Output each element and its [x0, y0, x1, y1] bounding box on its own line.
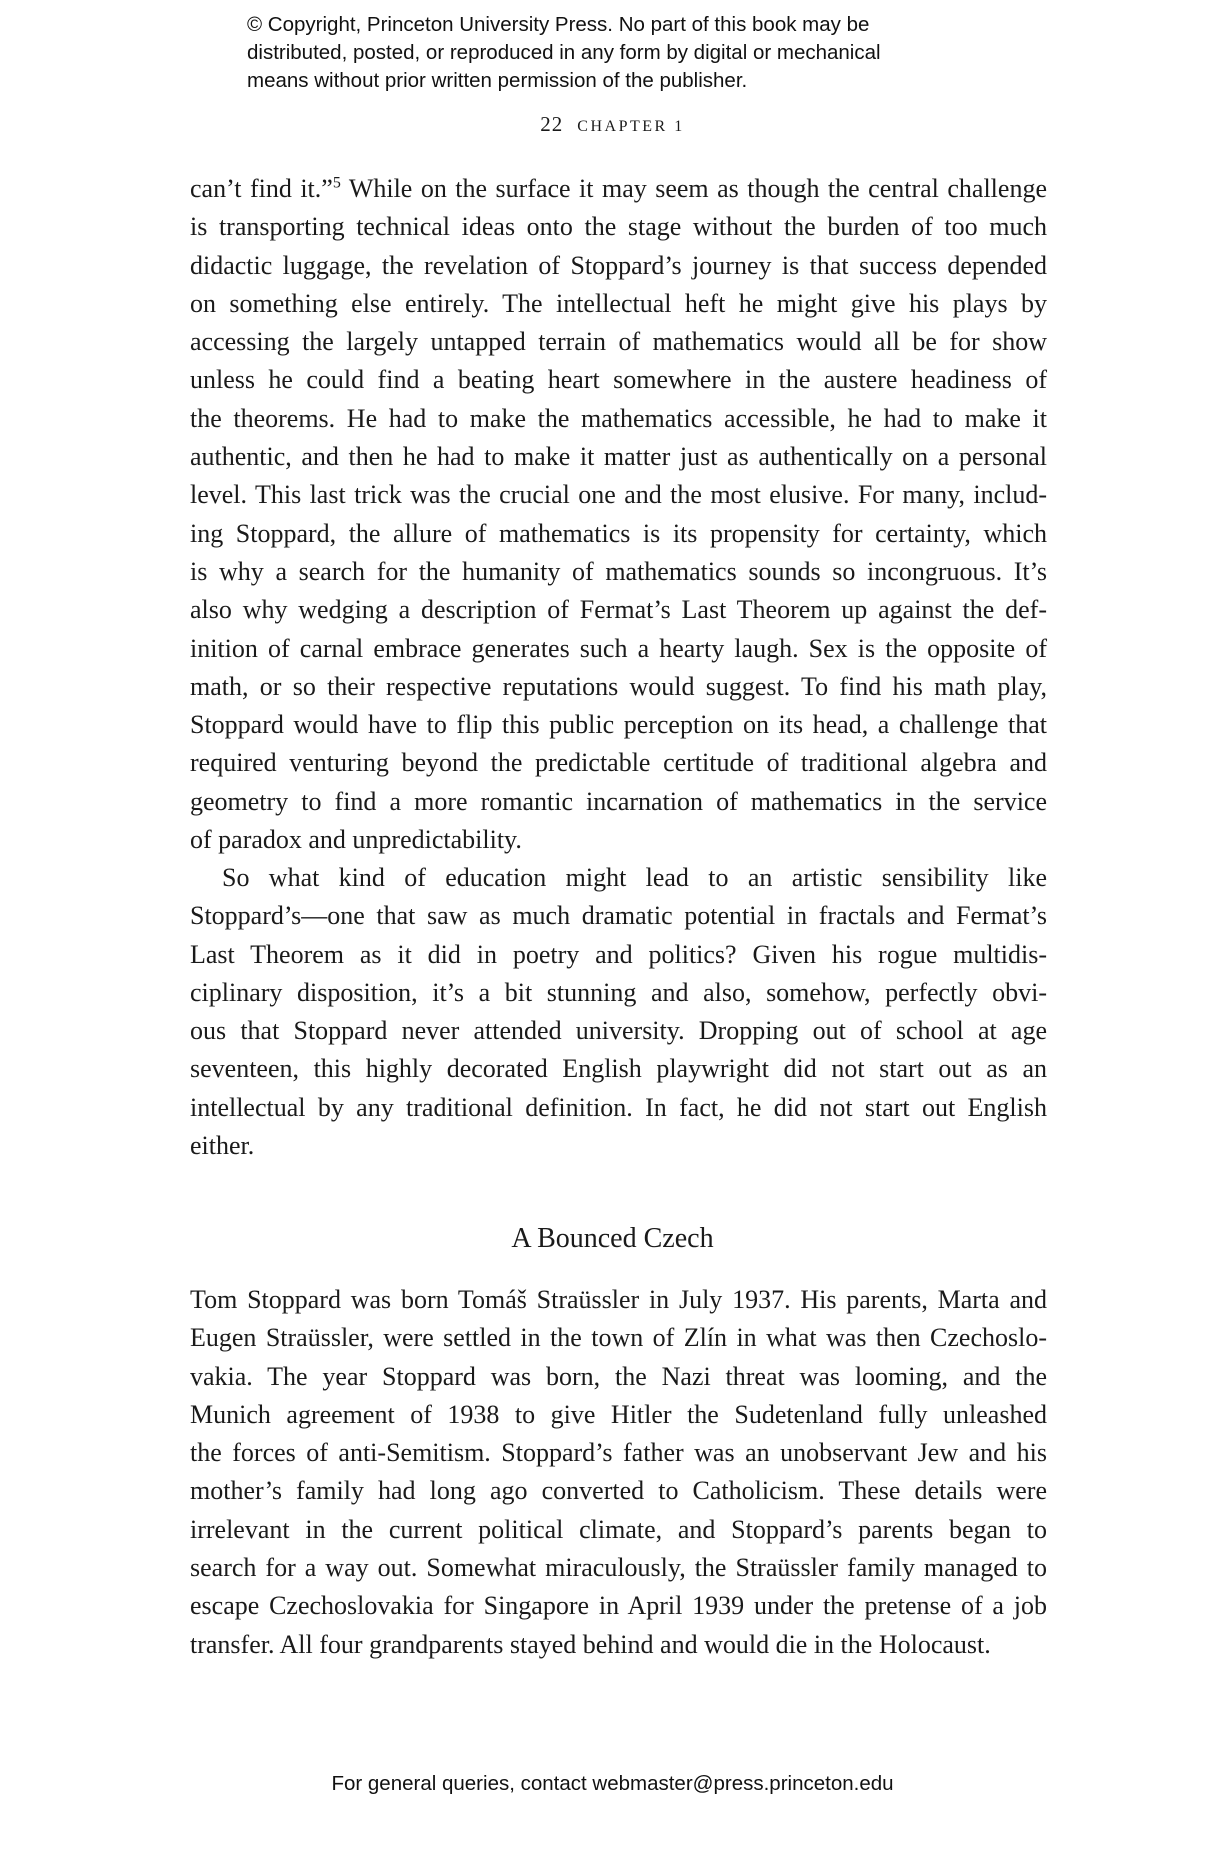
paragraph-1	[190, 170, 1047, 859]
text-line: Last Theorem as it did in poetry and politics? Given his rogue multidis-	[190, 939, 1047, 969]
text-line: irrelevant in the current political climate, and Stoppard’s parents began to	[190, 1514, 1047, 1544]
text-line: either.	[190, 1131, 255, 1161]
text-line: is why a search for the humanity of mathematics sounds so incongruous. It’s	[190, 556, 1047, 586]
paragraph-2	[190, 859, 1047, 1165]
text-line: intellectual by any traditional definition. In fact, he did not start out English	[190, 1092, 1047, 1122]
paragraph-3	[190, 1281, 1047, 1664]
section-heading: A Bounced Czech	[511, 1223, 714, 1254]
text-line: Tom Stoppard was born Tomáš Straüssler in July 1937. His parents, Marta and	[190, 1285, 1047, 1314]
running-head	[0, 112, 1225, 137]
copyright-line: © Copyright, Princeton University Press. No part of this book may be	[247, 13, 870, 36]
footnote-marker[interactable]: 5	[332, 174, 341, 192]
chapter-label: CHAPTER 1	[577, 118, 685, 135]
text-line: Stoppard’s—one that saw as much dramatic potential in fractals and Fermat’s	[190, 901, 1047, 931]
copyright-line: distributed, posted, or reproduced in any form by digital or mechanical	[247, 41, 881, 64]
text-line: ing Stoppard, the allure of mathematics is its propensity for certainty, which	[190, 518, 1047, 548]
text-line: is transporting technical ideas onto the stage without the burden of too much	[190, 212, 1047, 242]
text-line: search for a way out. Somewhat miraculously, the Straüssler family managed to	[190, 1553, 1047, 1583]
text-line: level. This last trick was the crucial one and the most elusive. For many, includ-	[190, 480, 1047, 510]
text-line: Eugen Straüssler, were settled in the town of Zlín in what was then Czechoslo-	[190, 1323, 1047, 1353]
text-line: didactic luggage, the revelation of Stoppard’s journey is that success depended	[190, 250, 1047, 280]
text-line: unless he could find a beating heart somewhere in the austere headiness of	[190, 365, 1047, 395]
text-line: math, or so their respective reputations would suggest. To find his math play,	[190, 671, 1047, 701]
text-line: on something else entirely. The intellectual heft he might give his plays by	[190, 288, 1047, 318]
text-line: required venturing beyond the predictable certitude of traditional algebra and	[190, 748, 1047, 778]
text-line: So what kind of education might lead to an artistic sensibility like	[222, 863, 1047, 892]
text-line: of paradox and unpredictability.	[190, 825, 522, 855]
text-line: seventeen, this highly decorated English playwright did not start out as an	[190, 1054, 1047, 1084]
text-line	[190, 170, 1047, 208]
text-line: Stoppard would have to flip this public perception on its head, a challenge that	[190, 710, 1047, 740]
text-line: the forces of anti-Semitism. Stoppard’s father was an unobservant Jew and his	[190, 1438, 1047, 1468]
text-line: the theorems. He had to make the mathematics accessible, he had to make it	[190, 403, 1047, 433]
copyright-line: means without prior written permission of the publisher.	[247, 69, 748, 92]
text-line: inition of carnal embrace generates such a hearty laugh. Sex is the opposite of	[190, 633, 1047, 663]
text-line: accessing the largely untapped terrain of mathematics would all be for show	[190, 327, 1047, 357]
page-number: 22	[540, 112, 564, 136]
text-line: vakia. The year Stoppard was born, the Nazi threat was looming, and the	[190, 1361, 1047, 1391]
text-line: geometry to find a more romantic incarnation of mathematics in the service	[190, 786, 1047, 816]
text-line: escape Czechoslovakia for Singapore in April 1939 under the pretense of a job	[190, 1591, 1047, 1621]
text-line: ciplinary disposition, it’s a bit stunning and also, somehow, perfectly obvi-	[190, 977, 1047, 1007]
text-line: authentic, and then he had to make it matter just as authentically on a personal	[190, 442, 1047, 472]
copyright-notice	[247, 11, 881, 95]
text-line: mother’s family had long ago converted to Catholicism. These details were	[190, 1476, 1047, 1506]
text-line: Munich agreement of 1938 to give Hitler the Sudetenland fully unleashed	[190, 1399, 1047, 1429]
footer-contact: For general queries, contact webmaster@press.princeton.edu	[331, 1772, 894, 1795]
text-fragment: can’t find it.”	[190, 174, 333, 203]
text-line: ous that Stoppard never attended university. Dropping out of school at age	[190, 1016, 1047, 1046]
text-line: also why wedging a description of Fermat’s Last Theorem up against the def-	[190, 595, 1047, 625]
text-line: transfer. All four grandparents stayed behind and would die in the Holocaust.	[190, 1629, 991, 1659]
text-fragment: While on the surface it may seem as though the central challenge	[340, 174, 1047, 203]
